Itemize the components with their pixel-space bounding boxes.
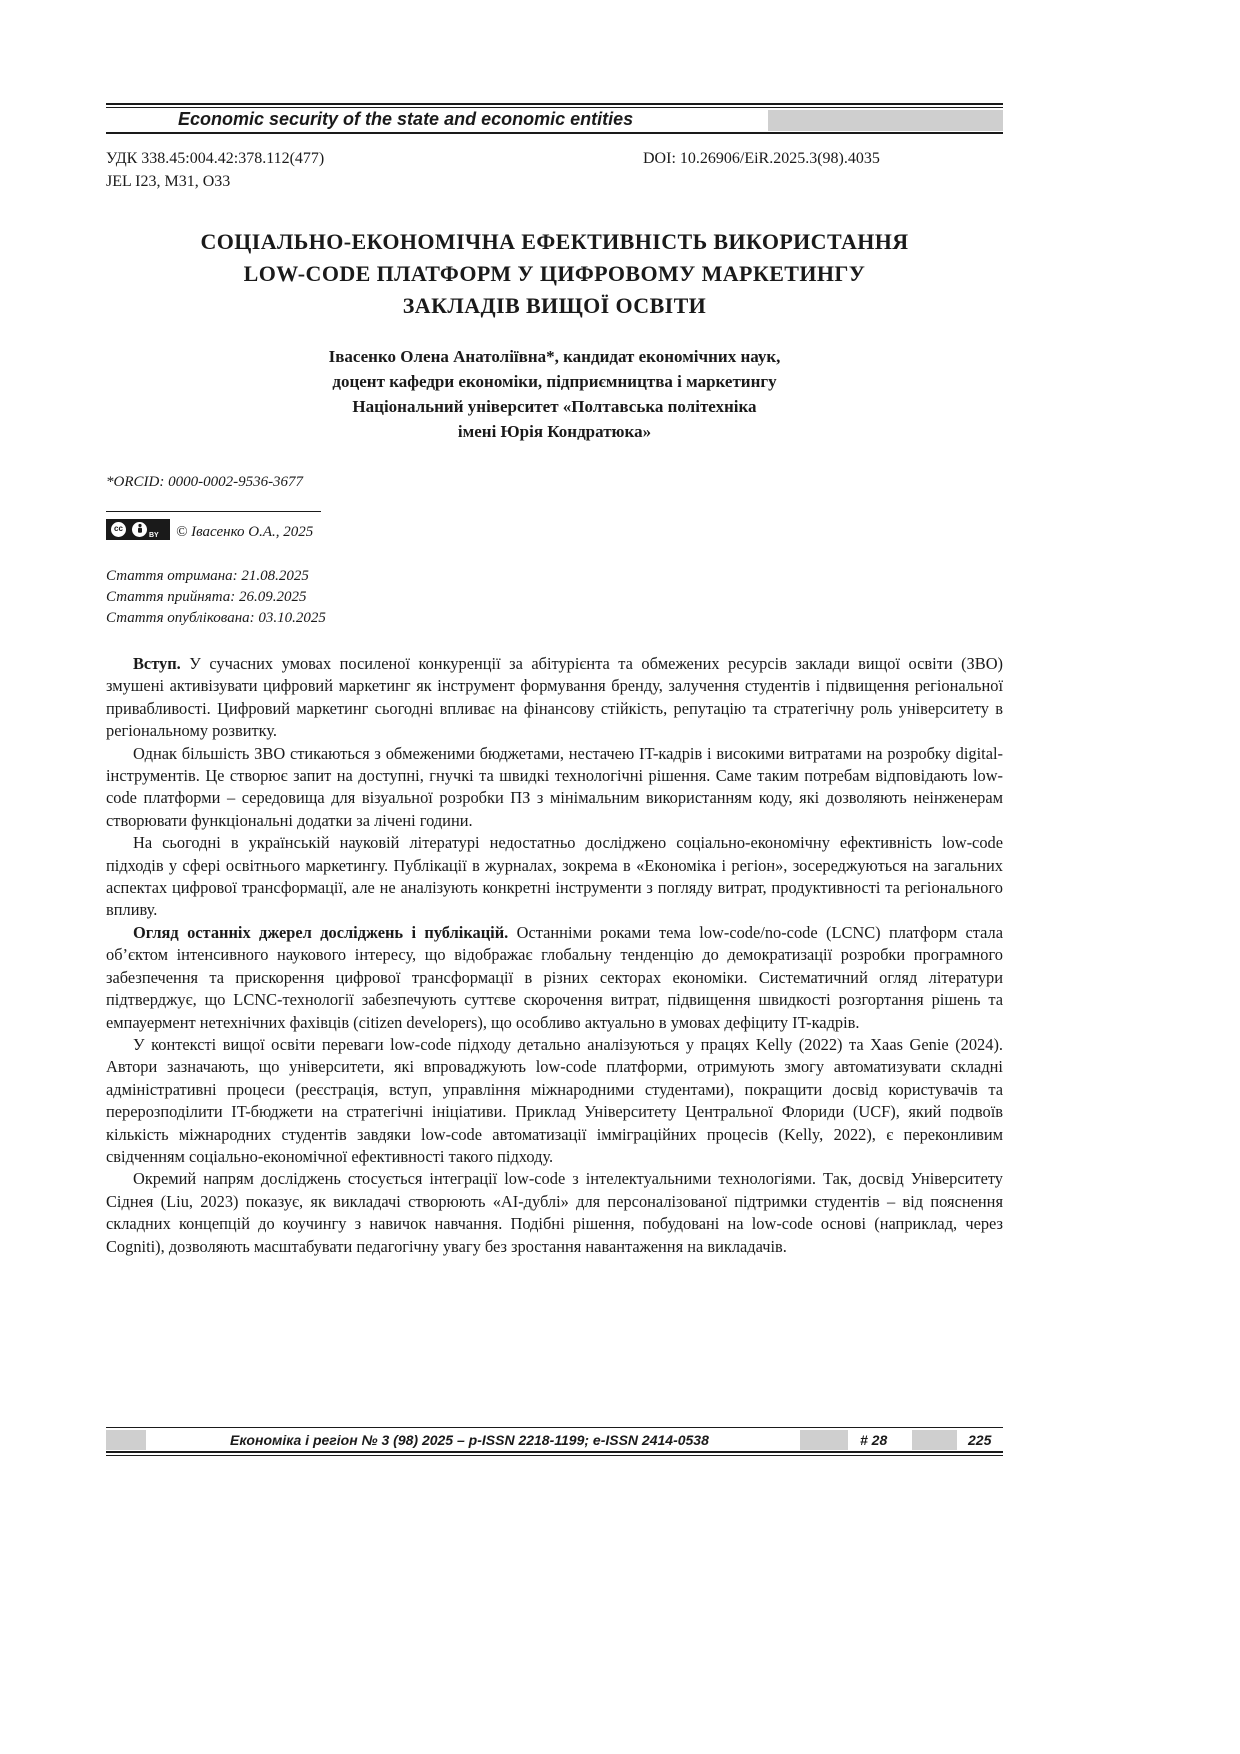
section-lead: Огляд останніх джерел досліджень і публікацій. (133, 922, 509, 942)
footer-journal: Економіка і регіон № 3 (98) 2025 – p-ISSN 2218-1199; e-ISSN 2414-0538 (230, 1432, 709, 1448)
paragraph-text: Останніми роками тема low-code/no-code (LCNC) платформ стала об’єктом інтенсивного наукового інтересу, що відображає глобальну тенденцію до демократизації розробки програмного забезпечення та прискорення цифрової трансформації в різних секторах економіки. Систематичний огляд літератури підтверджує, що LCNC-технології забезпечують суттєве скорочення витрат, підвищення швидкості розгортання рішень та емпауермент нетехнічних фахівців (citizen developers), що особливо актуально в умовах дефіциту IT-кадрів. (106, 922, 1003, 1032)
copyright: © Івасенко О.А., 2025 (176, 524, 314, 540)
by-label: BY (149, 532, 159, 539)
footer-issue: # 28 (860, 1432, 888, 1448)
journal-section-title: Economic security of the state and economic entities (178, 109, 634, 129)
paragraph: Окремий напрям досліджень стосується інтеграції low-code з інтелектуальними технологіями. Так, досвід Університету Сіднея (Liu, 2023) показує, як викладачі створюють «AI-дублі» для персоналізованої підтримки студентів – від пояснення складних концепцій до коучингу з навичок навчання. Подібні рішення, побудовані на low-code основі (наприклад, через Cogniti), дозволяють масштабувати педагогічну увагу без зростання навантаження на викладачів. (106, 1169, 1003, 1256)
separator-line (106, 511, 321, 512)
cc-icon: cc (110, 521, 127, 538)
paragraph-introduction (106, 653, 1003, 743)
article-body (106, 653, 1003, 1258)
paragraph: Однак більшість ЗВО стикаються з обмеженими бюджетами, нестачею IT-кадрів і високими витратами на розробку digital-інструментів. Це створює запит на доступні, гнучкі та швидкі технологічні рішення. Саме таким потребам відповідають low-code платформи – середовища для візуальної розробки ПЗ з мінімальним використанням коду, які дозволяють неінженерам створювати функціональні додатки за лічені години. (106, 743, 1003, 830)
doi: DOI: 10.26906/EiR.2025.3(98).4035 (643, 150, 880, 167)
author-line: доцент кафедри економіки, підприємництва і маркетингу (332, 372, 777, 391)
author-block (106, 344, 1003, 444)
author-line: Національний університет «Полтавська політехніка (352, 397, 757, 416)
footer-rule-top (106, 1427, 1003, 1428)
paragraph-literature-review (106, 922, 1003, 1034)
footer-rule-bottom (106, 1451, 1003, 1453)
footer-grey-block (800, 1430, 848, 1450)
page-number: 225 (968, 1432, 992, 1448)
header-grey-block (768, 110, 1003, 131)
paragraph: На сьогодні в українській науковій літературі недостатньо досліджено соціально-економічну ефективність low-code підходів у сфері освітнього маркетингу. Публікації в журналах, зокрема в «Економіка і регіон», зосереджуються на загальних аспектах цифрової трансформації, але не аналізують конкретні інструменти з погляду витрат, продуктивності та регіонального впливу. (106, 833, 1003, 920)
header-rule-bottom (106, 132, 1003, 134)
footer-grey-block (106, 1430, 146, 1450)
title-line: ЗАКЛАДІВ ВИЩОЇ ОСВІТИ (402, 293, 707, 318)
footer-grey-block (912, 1430, 957, 1450)
date-received: Стаття отримана: 21.08.2025 (106, 568, 309, 584)
title-line: СОЦІАЛЬНО-ЕКОНОМІЧНА ЕФЕКТИВНІСТЬ ВИКОРИСТАННЯ (200, 229, 909, 254)
orcid: *ORCID: 0000-0002-9536-3677 (106, 474, 304, 490)
footer-rule-bottom-thin (106, 1455, 1003, 1456)
person-icon (131, 521, 148, 538)
cc-by-license-icon (106, 519, 170, 540)
section-lead: Вступ. (133, 654, 181, 673)
date-published: Стаття опублікована: 03.10.2025 (106, 610, 326, 626)
article-title (106, 226, 1003, 322)
header-rule-top (106, 103, 1003, 105)
paragraph: У контексті вищої освіти переваги low-code підходу детально аналізуються у працях Kelly (2022) та Xaas Genie (2024). Автори зазначають, що університети, які впроваджують low-code платформи, отримують змогу автоматизувати складні адміністративні процеси (реєстрація, вступ, управління міжнародними студентами), покращити досвід користувачів та перерозподілити IT-бюджети на стратегічні ініціативи. Приклад Університету Центральної Флориди (UCF), який подвоїв кількість міжнародних студентів завдяки low-code автоматизації імміграційних процесів (Kelly, 2022), є переконливим свідченням соціально-економічної ефективності такого підходу. (106, 1034, 1003, 1166)
title-line: LOW-CODE ПЛАТФОРМ У ЦИФРОВОМУ МАРКЕТИНГУ (243, 261, 866, 286)
author-line: імені Юрія Кондратюка» (457, 422, 652, 441)
jel-code: JEL I23, M31, O33 (106, 173, 231, 190)
author-line: Івасенко Олена Анатоліївна*, кандидат економічних наук, (328, 347, 781, 366)
date-accepted: Стаття прийнята: 26.09.2025 (106, 589, 307, 605)
article-dates (106, 566, 326, 629)
udc-code: УДК 338.45:004.42:378.112(477) (106, 150, 325, 167)
paragraph-text: У сучасних умовах посиленої конкуренції за абітурієнта та обмежених ресурсів заклади вищої освіти (ЗВО) змушені активізувати цифровий маркетинг як інструмент формування бренду, залучення студентів і підвищення регіональної привабливості. Цифровий маркетинг сьогодні впливає на фінансову стійкість, репутацію та стратегічну роль університету в регіональному розвитку. (106, 654, 1003, 741)
